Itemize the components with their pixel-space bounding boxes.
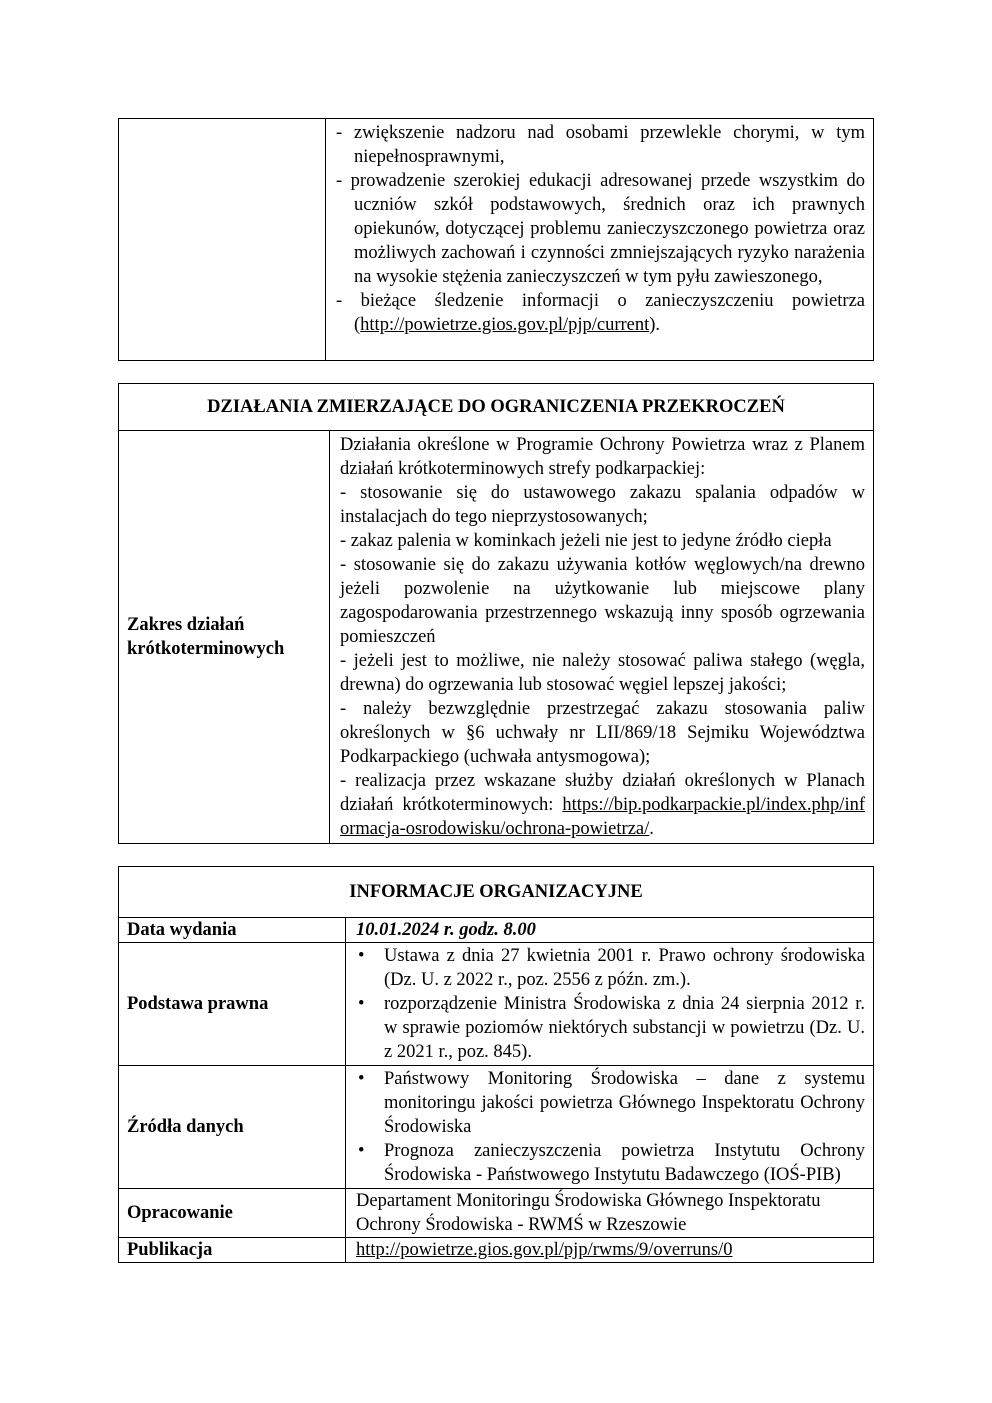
recommendation-suffix: ). xyxy=(649,315,661,335)
prepared-by-label: Opracowanie xyxy=(119,1189,346,1238)
actions-label: Zakres działań krótkoterminowych xyxy=(119,431,330,844)
action-line: - zakaz palenia w kominkach jeżeli nie jest to jedyne źródło ciepła xyxy=(340,531,832,551)
bip-link[interactable]: https://bip.podkarpackie.pl/index.php/informacja-osrodowisku/ochrona-powietrza/ xyxy=(340,795,865,839)
recommendations-cell xyxy=(326,119,874,361)
organizational-table xyxy=(118,866,874,1263)
recommendation-item xyxy=(336,289,865,337)
actions-content xyxy=(330,431,874,844)
recommendation-text: - bieżące śledzenie informacji o zanieczyszczeniu powietrza ( xyxy=(336,291,865,335)
bullet-icon: • xyxy=(358,1069,365,1089)
empty-label-cell xyxy=(119,119,326,361)
organizational-header: INFORMACJE ORGANIZACYJNE xyxy=(119,867,874,918)
legal-item-text: rozporządzenie Ministra Środowiska z dnia 24 sierpnia 2012 r. w sprawie poziomów niektórych substancji w powietrzu (Dz. U. z 2021 r., poz. 845). xyxy=(384,994,865,1062)
prepared-by-value: Departament Monitoringu Środowiska Głównego Inspektoratu Ochrony Środowiska - RWMŚ w Rzeszowie xyxy=(346,1189,874,1238)
action-suffix: . xyxy=(649,819,654,839)
legal-item xyxy=(356,944,865,992)
data-sources-content xyxy=(346,1066,874,1189)
action-line: - jeżeli jest to możliwe, nie należy stosować paliwa stałego (węgla, drewna) do ogrzewania lub stosować węgiel lepszej jakości; xyxy=(340,651,865,695)
legal-item xyxy=(356,992,865,1064)
publication-cell xyxy=(346,1238,874,1263)
continuation-table xyxy=(118,118,874,361)
data-sources-label: Źródła danych xyxy=(119,1066,346,1189)
recommendation-item: - prowadzenie szerokiej edukacji adresowanej przede wszystkim do uczniów szkół podstawowych, średnich oraz ich prawnych opiekunów, dotyczącej problemu zanieczyszczonego powietrza oraz możliwych zachowań i czynności zmniejszających ryzyko narażenia na wysokie stężenia zanieczyszczeń w tym pyłu zawieszonego, xyxy=(336,171,865,287)
bullet-icon: • xyxy=(358,946,365,966)
action-line: - stosowanie się do ustawowego zakazu spalania odpadów w instalacjach do tego nieprzystosowanych; xyxy=(340,483,865,527)
publication-link[interactable]: http://powietrze.gios.gov.pl/pjp/rwms/9/overruns/0 xyxy=(356,1240,733,1260)
actions-table xyxy=(118,383,874,844)
legal-basis-label: Podstawa prawna xyxy=(119,943,346,1066)
current-data-link[interactable]: http://powietrze.gios.gov.pl/pjp/current xyxy=(360,315,650,335)
publication-label: Publikacja xyxy=(119,1238,346,1263)
source-item-text: Prognoza zanieczyszczenia powietrza Instytutu Ochrony Środowiska - Państwowego Instytutu Badawczego (IOŚ-PIB) xyxy=(384,1141,865,1185)
action-line: - stosowanie się do zakazu używania kotłów węglowych/na drewno jeżeli pozwolenie na użytkowanie lub miejscowe plany zagospodarowania przestrzennego wskazują inny sposób ogrzewania pomieszczeń xyxy=(340,555,865,647)
source-item xyxy=(356,1139,865,1187)
source-item-text: Państwowy Monitoring Środowiska – dane z systemu monitoringu jakości powietrza Głównego Inspektoratu Ochrony Środowiska xyxy=(384,1069,865,1137)
bullet-icon: • xyxy=(358,994,365,1014)
recommendation-item: - zwiększenie nadzoru nad osobami przewlekle chorymi, w tym niepełnosprawnymi, xyxy=(336,123,865,167)
date-label: Data wydania xyxy=(119,918,346,943)
legal-item-text: Ustawa z dnia 27 kwietnia 2001 r. Prawo ochrony środowiska (Dz. U. z 2022 r., poz. 2556 z późn. zm.). xyxy=(384,946,865,990)
actions-header: DZIAŁANIA ZMIERZAJĄCE DO OGRANICZENIA PRZEKROCZEŃ xyxy=(119,384,874,431)
action-line: Działania określone w Programie Ochrony Powietrza wraz z Planem działań krótkoterminowych strefy podkarpackiej: xyxy=(340,435,865,479)
legal-basis-content xyxy=(346,943,874,1066)
action-line: - należy bezwzględnie przestrzegać zakazu stosowania paliw określonych w §6 uchwały nr LII/869/18 Sejmiku Województwa Podkarpackiego (uchwała antysmogowa); xyxy=(340,699,865,767)
source-item xyxy=(356,1067,865,1139)
action-text: - realizacja przez wskazane służby działań określonych w Planach działań krótkoterminowych: xyxy=(340,771,865,815)
action-line xyxy=(340,769,865,841)
bullet-icon: • xyxy=(358,1141,365,1161)
date-value: 10.01.2024 r. godz. 8.00 xyxy=(346,918,874,943)
